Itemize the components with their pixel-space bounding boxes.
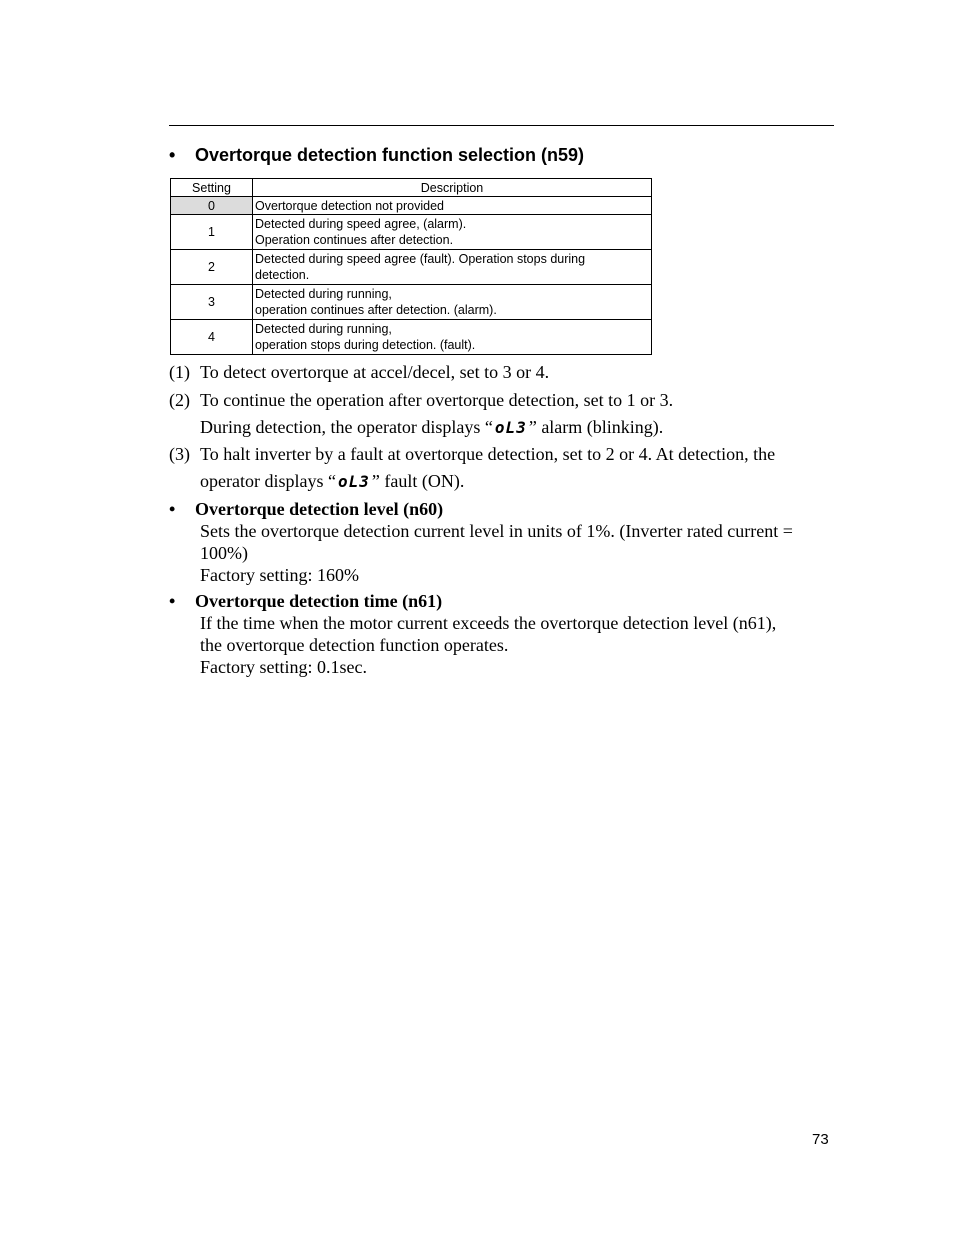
description-line: Detected during running, <box>255 322 392 336</box>
bullet: • <box>169 499 176 519</box>
body-line: Sets the overtorque detection current level in units of 1%. (Inverter rated current = <box>200 521 793 541</box>
note-label: (2) <box>169 390 190 410</box>
column-header-description: Description <box>253 179 652 197</box>
header-rule <box>169 125 834 126</box>
note-3 <box>169 443 775 493</box>
table-header-row <box>171 179 652 197</box>
section-n61 <box>169 590 776 678</box>
operator-display-oL3: oL3 <box>337 472 370 491</box>
factory-setting: Factory setting: 160% <box>200 565 359 585</box>
description-line: Operation continues after detection. <box>255 233 454 247</box>
description-line: operation continues after detection. (alarm). <box>255 303 497 317</box>
table-row <box>171 215 652 250</box>
table-row <box>171 197 652 215</box>
note-text: To detect overtorque at accel/decel, set to 3 or 4. <box>200 362 550 382</box>
note-text: ” fault (ON). <box>371 471 465 491</box>
setting-value: 3 <box>171 285 253 320</box>
setting-value: 2 <box>171 250 253 285</box>
description-cell <box>253 285 652 320</box>
note-1 <box>169 361 549 383</box>
note-text: To continue the operation after overtorque detection, set to 1 or 3. <box>200 390 674 410</box>
table-row <box>171 285 652 320</box>
note-text: During detection, the operator displays “ <box>200 417 493 437</box>
table-row <box>171 320 652 355</box>
page-number: 73 <box>812 1131 829 1148</box>
body-line: the overtorque detection function operates. <box>200 635 509 655</box>
section-title: Overtorque detection time (n61) <box>195 591 443 611</box>
setting-value: 1 <box>171 215 253 250</box>
bullet: • <box>169 145 176 165</box>
description-line: operation stops during detection. (fault). <box>255 338 476 352</box>
section-heading-n59 <box>169 145 584 166</box>
note-text: operator displays “ <box>200 471 336 491</box>
section-title: Overtorque detection level (n60) <box>195 499 444 519</box>
body-line: If the time when the motor current exceeds the overtorque detection level (n61), <box>200 613 777 633</box>
note-text: To halt inverter by a fault at overtorque detection, set to 2 or 4. At detection, the <box>200 444 776 464</box>
body-line: 100%) <box>200 543 248 563</box>
setting-value: 4 <box>171 320 253 355</box>
bullet: • <box>169 591 176 611</box>
factory-setting: Factory setting: 0.1sec. <box>200 657 367 677</box>
setting-value: 0 <box>171 197 253 215</box>
note-text: ” alarm (blinking). <box>528 417 664 437</box>
section-title: Overtorque detection function selection (n59) <box>195 145 585 165</box>
note-label: (1) <box>169 362 190 382</box>
description-line: Detected during speed agree, (alarm). <box>255 217 467 231</box>
description-cell <box>253 215 652 250</box>
operator-display-oL3: oL3 <box>494 418 527 437</box>
column-header-setting: Setting <box>171 179 253 197</box>
note-label: (3) <box>169 444 190 464</box>
section-n60 <box>169 498 793 586</box>
description-line: Detected during speed agree (fault). Operation stops during <box>255 252 586 266</box>
settings-table <box>170 178 652 355</box>
description-cell <box>253 197 652 215</box>
description-cell <box>253 250 652 285</box>
description-line: Detected during running, <box>255 287 392 301</box>
table-row <box>171 250 652 285</box>
description-cell <box>253 320 652 355</box>
description-line: Overtorque detection not provided <box>255 198 445 213</box>
note-2 <box>169 389 673 439</box>
description-line: detection. <box>255 268 310 282</box>
